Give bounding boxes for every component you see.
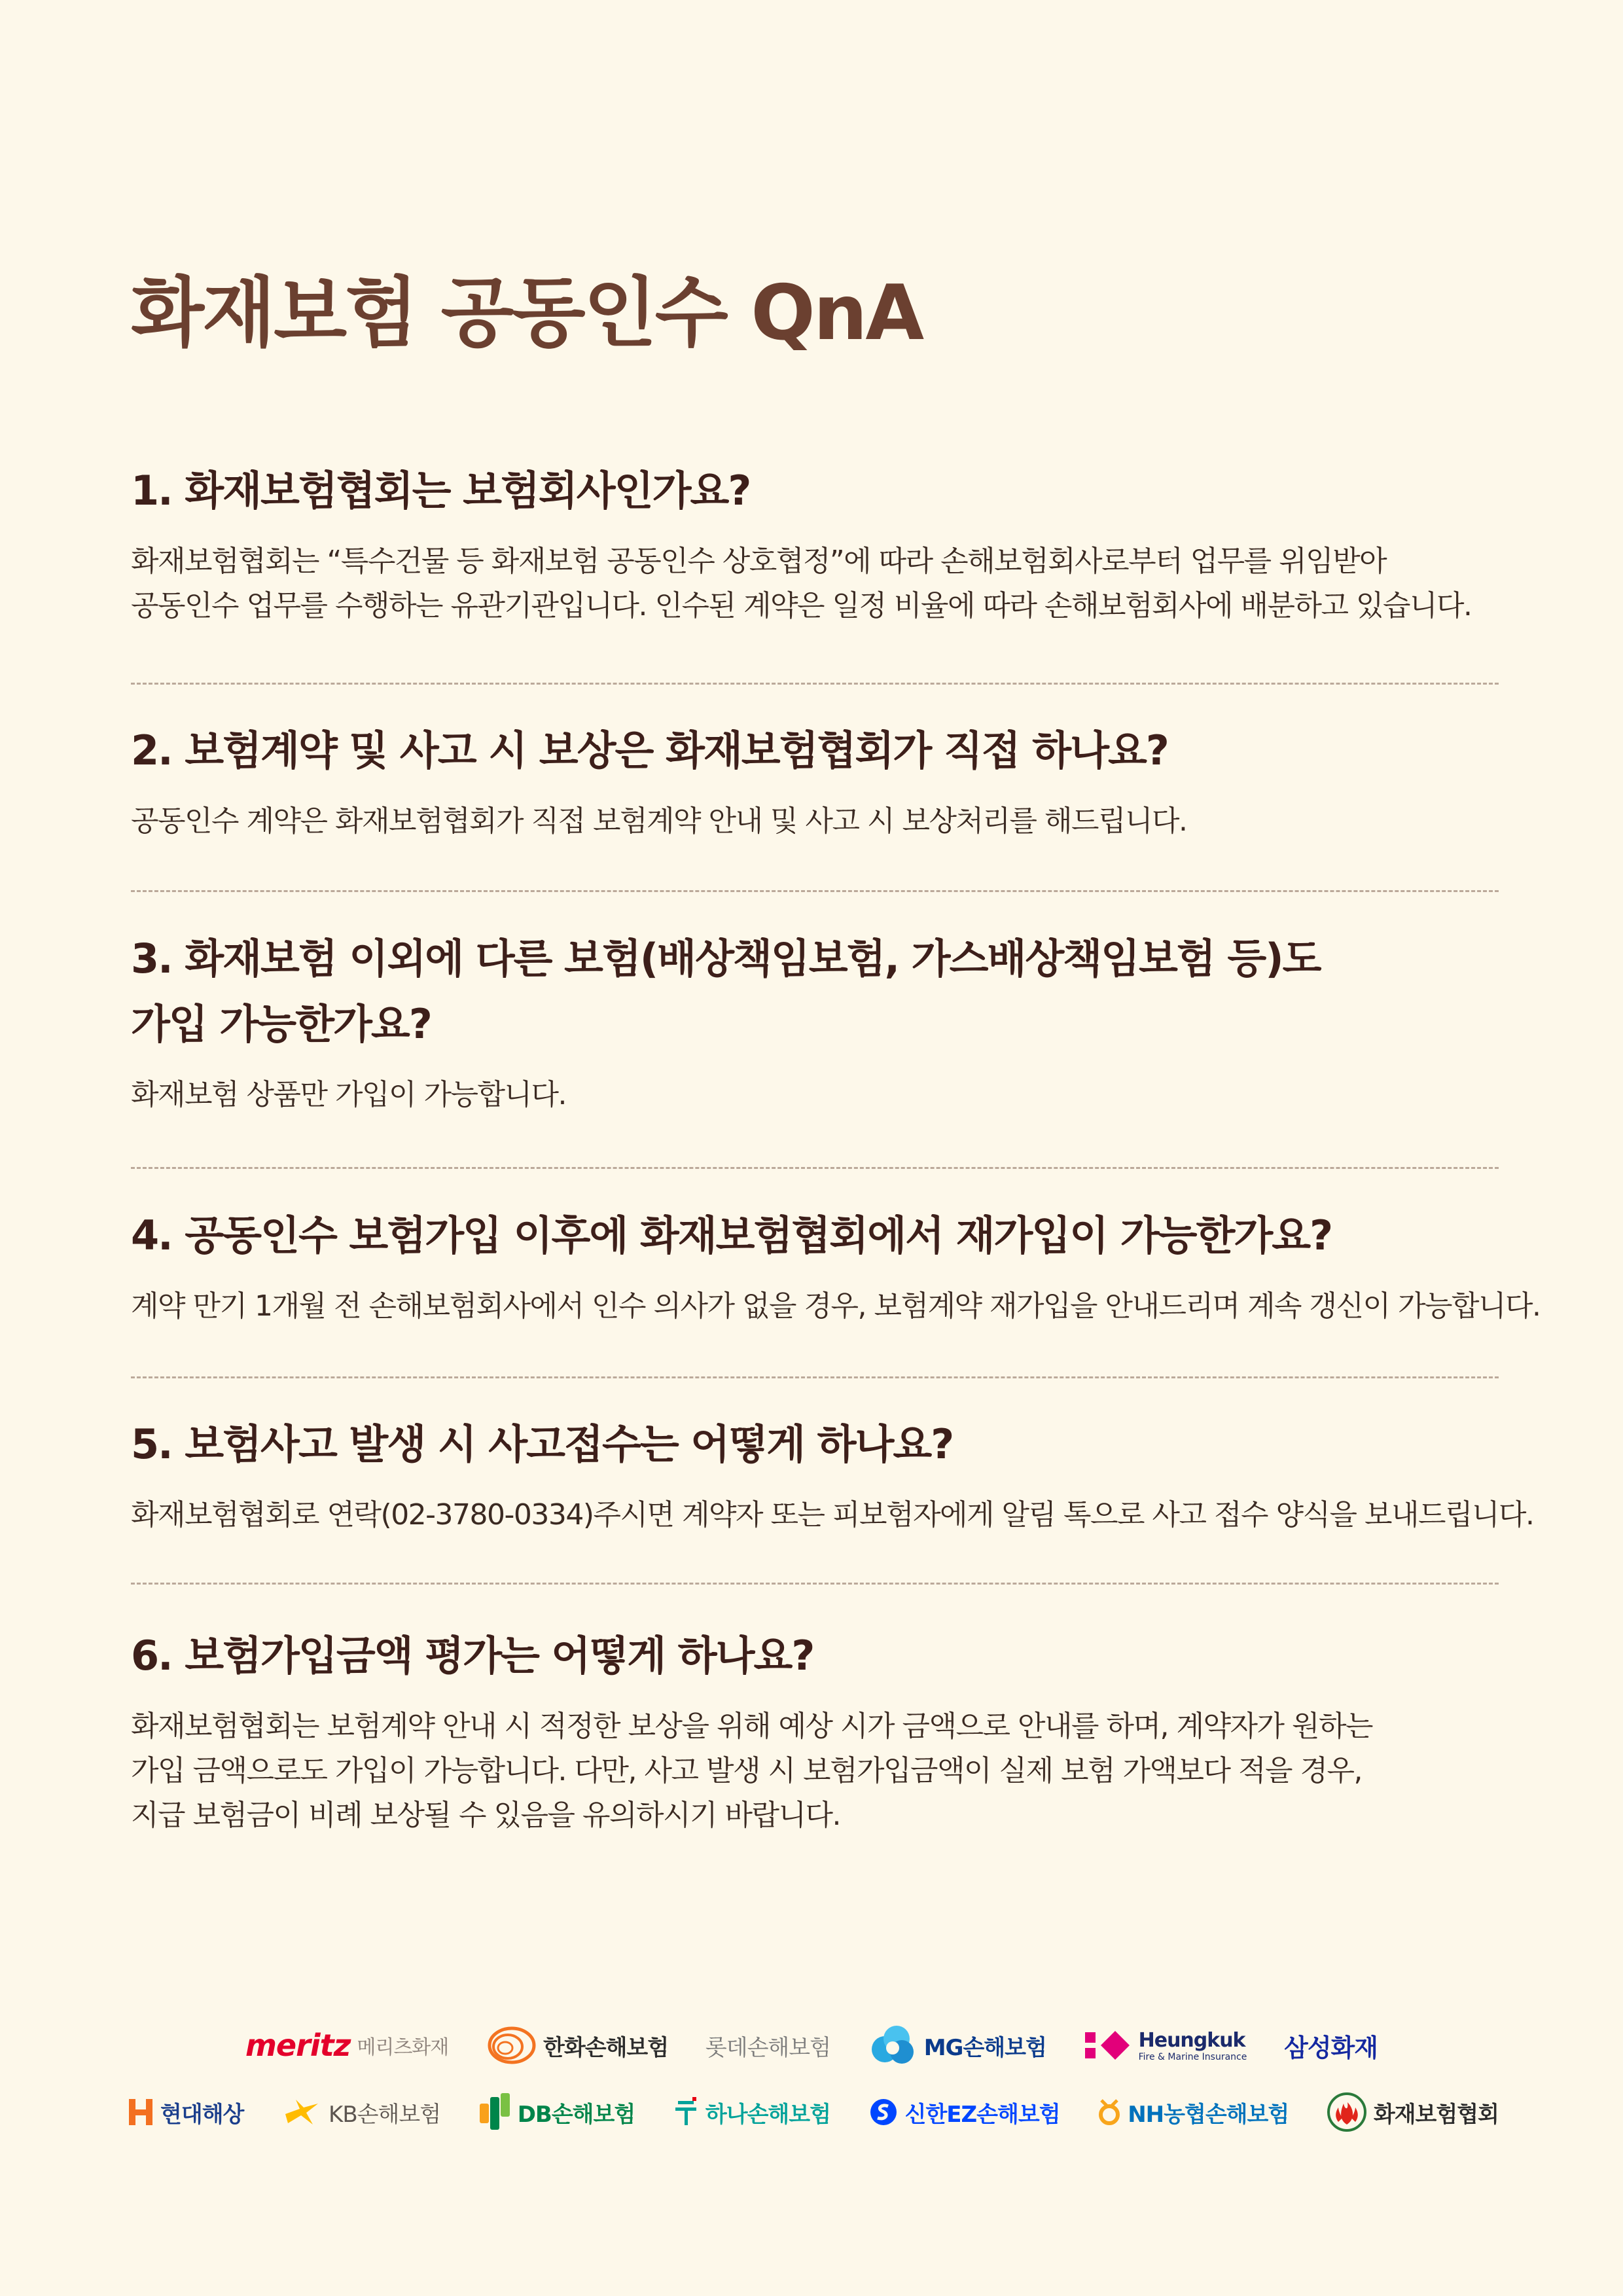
faq-item-2 [131, 718, 1499, 844]
faq-question: 4. 공동인수 보험가입 이후에 화재보험협회에서 재가입이 가능한가요? [131, 1211, 1332, 1259]
kb-star-icon [281, 2097, 322, 2127]
faq-question: 1. 화재보험협회는 보험회사인가요? [131, 467, 751, 514]
db-blocks-icon [478, 2092, 511, 2132]
faq-answer: 공동인수 업무를 수행하는 유관기관입니다. 인수된 계약은 일정 비율에 따라 손해보험회사에 배분하고 있습니다. [131, 589, 1472, 622]
faq-answer: 가입 금액으로도 가입이 가능합니다. 다만, 사고 발생 시 보험가입금액이 실제 보험 가액보다 적을 경우, [131, 1754, 1362, 1787]
divider [131, 1583, 1499, 1585]
logo-hyundai: 현대해상 [128, 2096, 243, 2128]
logo-kfpa: 화재보험협회 [1327, 2092, 1499, 2132]
kfpa-flame-icon [1327, 2092, 1367, 2132]
page-title: 화재보험 공동인수 QnA [131, 269, 923, 357]
divider [131, 1376, 1499, 1378]
faq-item-4 [131, 1203, 1541, 1329]
divider [131, 683, 1499, 685]
insurer-logos-row-1 [245, 2022, 1378, 2068]
faq-answer: 공동인수 계약은 화재보험협회가 직접 보험계약 안내 및 사고 시 보상처리를 해드립니다. [131, 804, 1187, 838]
logo-kb: KB손해보험 [281, 2096, 440, 2128]
hyundai-h-icon [128, 2098, 154, 2126]
logo-heungkuk: Heungkuk Fire & Marine Insurance [1084, 2028, 1247, 2062]
hanwha-swirl-icon [486, 2024, 537, 2066]
faq-question: 5. 보험사고 발생 시 사고접수는 어떻게 하나요? [131, 1420, 954, 1468]
faq-question: 6. 보험가입금액 평가는 어떻게 하나요? [131, 1632, 814, 1679]
logo-hanwha: 한화손해보험 [486, 2024, 668, 2066]
faq-item-6 [131, 1623, 1499, 1838]
faq-answer: 화재보험 상품만 가입이 가능합니다. [131, 1078, 567, 1111]
faq-question: 3. 화재보험 이외에 다른 보험(배상책임보험, 가스배상책임보험 등)도 [131, 935, 1321, 982]
faq-answer: 화재보험협회로 연락(02-3780-0334)주시면 계약자 또는 피보험자에게 알림 톡으로 사고 접수 양식을 보내드립니다. [131, 1498, 1534, 1532]
heungkuk-diamond-icon [1084, 2028, 1132, 2062]
insurer-logos-row-2 [128, 2089, 1499, 2135]
logo-hana: 하나손해보험 [673, 2096, 830, 2128]
nh-icon [1097, 2098, 1121, 2126]
divider [131, 1167, 1499, 1169]
logo-meritz: meritz 메리츠화재 [245, 2028, 449, 2063]
faq-answer: 지급 보험금이 비례 보상될 수 있음을 유의하시기 바랍니다. [131, 1799, 840, 1832]
logo-samsung: 삼성화재 [1284, 2033, 1378, 2062]
faq-answer: 계약 만기 1개월 전 손해보험회사에서 인수 의사가 없을 경우, 보험계약 재가입을 안내드리며 계속 갱신이 가능합니다. [131, 1289, 1541, 1323]
hana-icon [673, 2096, 699, 2128]
faq-item-5 [131, 1412, 1534, 1537]
shinhan-s-icon [868, 2097, 899, 2127]
divider [131, 890, 1499, 892]
mg-cloud-icon [868, 2023, 918, 2068]
logo-db: DB손해보험 [478, 2092, 635, 2132]
faq-answer: 화재보험협회는 보험계약 안내 시 적정한 보상을 위해 예상 시가 금액으로 안내를 하며, 계약자가 원하는 [131, 1710, 1372, 1743]
meritz-logo: meritz [245, 2028, 351, 2063]
logo-shinhan: 신한EZ손해보험 [868, 2096, 1060, 2128]
faq-question: 가입 가능한가요? [131, 1000, 431, 1048]
faq-question: 2. 보험계약 및 사고 시 보상은 화재보험협회가 직접 하나요? [131, 726, 1168, 774]
faq-item-3 [131, 926, 1499, 1117]
faq-item-1 [131, 458, 1499, 628]
logo-mg: MG손해보험 [868, 2023, 1046, 2068]
logo-nh: NH농협손해보험 [1097, 2096, 1289, 2128]
logo-lotte: 롯데손해보험 [705, 2034, 830, 2061]
faq-answer: 화재보험협회는 “특수건물 등 화재보험 공동인수 상호협정”에 따라 손해보험회사로부터 업무를 위임받아 [131, 545, 1387, 578]
